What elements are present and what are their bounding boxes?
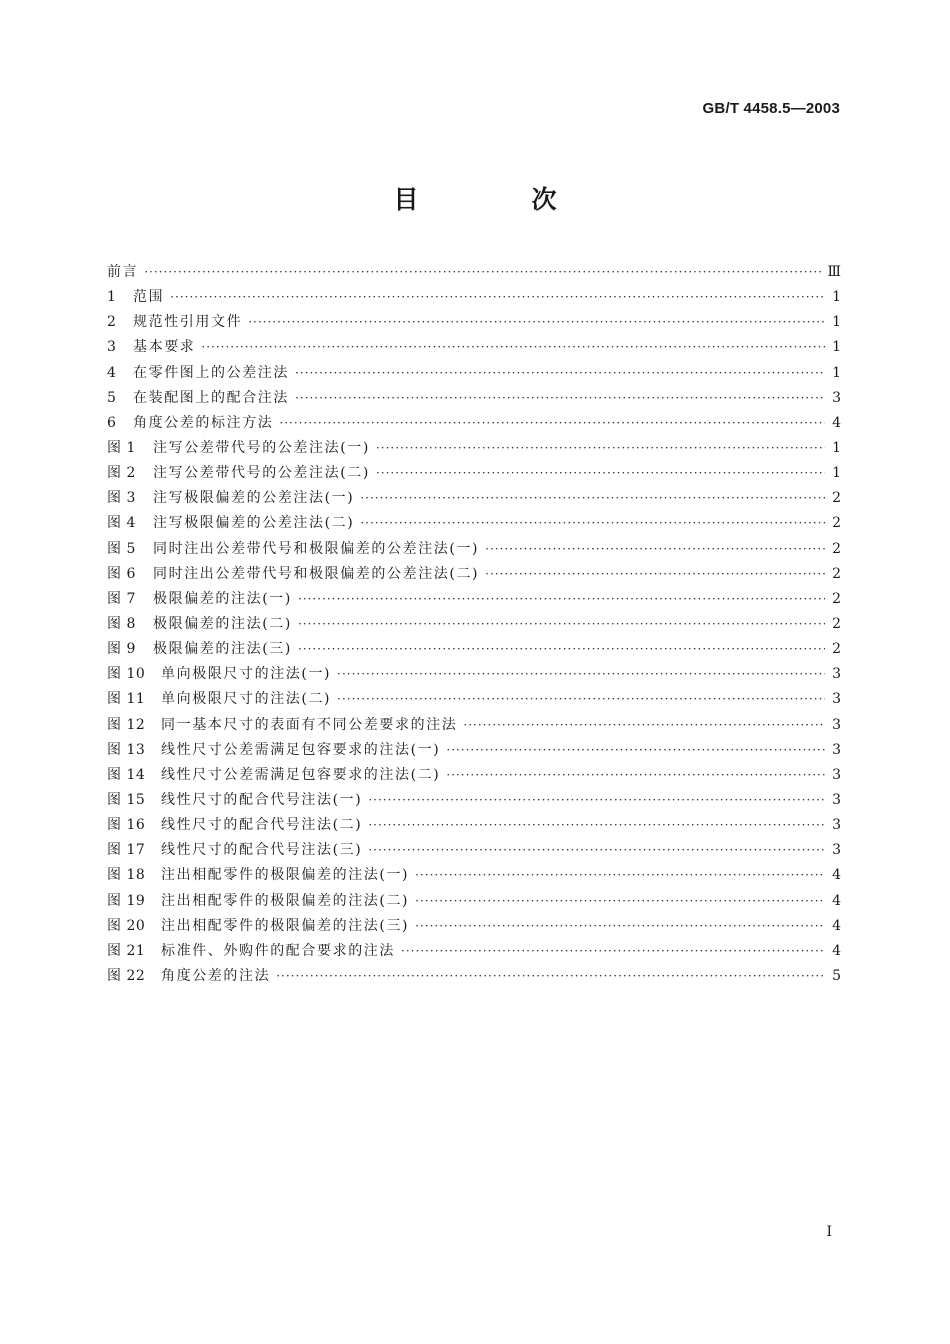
dot-leader [337, 687, 825, 712]
toc-entry-title: 线性尺寸的配合代号注法(三) [161, 842, 363, 859]
toc-entry-page: 5 [832, 967, 841, 984]
toc-entry-number: 2 [107, 314, 117, 331]
page-number: Ⅰ [826, 1224, 832, 1240]
toc-entry-title: 注写公差带代号的公差注法(一) [153, 439, 370, 456]
dot-leader [415, 889, 825, 914]
toc-entry-title: 注写公差带代号的公差注法(二) [153, 465, 370, 482]
toc-entry[interactable] [107, 889, 841, 914]
dot-leader [248, 310, 825, 335]
toc-entry-number: 图 12 [107, 716, 146, 733]
toc-entry-page: 3 [832, 691, 841, 708]
dot-leader [485, 562, 825, 587]
dot-leader [401, 939, 825, 964]
toc-entry-page: 1 [832, 314, 841, 331]
toc-entry[interactable] [107, 411, 841, 436]
toc-entry-page: 2 [832, 565, 841, 582]
toc-entry-page: 1 [832, 364, 841, 381]
toc-entry-title: 角度公差的标注方法 [133, 414, 274, 431]
toc-entry-title: 角度公差的注法 [161, 967, 271, 984]
toc-entry[interactable] [107, 537, 841, 562]
dot-leader [298, 587, 825, 612]
toc-entry-page: 3 [832, 842, 841, 859]
standard-code: GB/T 4458.5—2003 [702, 100, 840, 117]
toc-entry-title: 注出相配零件的极限偏差的注法(三) [161, 917, 410, 934]
toc-entry-number: 图 3 [107, 490, 136, 507]
toc-entry-number: 图 15 [107, 791, 146, 808]
toc-entry-title: 注写极限偏差的公差注法(一) [153, 490, 355, 507]
toc-entry-number: 图 21 [107, 942, 146, 959]
toc-entry-page: 1 [832, 339, 841, 356]
toc-entry[interactable] [107, 713, 841, 738]
toc-entry-page: 3 [832, 716, 841, 733]
toc-entry-title: 极限偏差的注法(三) [153, 641, 292, 658]
dot-leader [463, 713, 825, 738]
toc-entry-number: 图 5 [107, 540, 136, 557]
dot-leader [360, 511, 825, 536]
dot-leader [376, 461, 825, 486]
toc-entry-page: 4 [832, 917, 841, 934]
toc-entry-title: 极限偏差的注法(一) [153, 590, 292, 607]
toc-entry-title: 范围 [133, 289, 165, 306]
toc-entry[interactable] [107, 310, 841, 335]
toc-entry-title: 规范性引用文件 [133, 314, 243, 331]
table-of-contents [107, 260, 841, 989]
dot-leader [376, 436, 825, 461]
dot-leader [415, 914, 825, 939]
toc-entry-number: 图 1 [107, 439, 136, 456]
dot-leader [446, 763, 825, 788]
toc-entry-number: 图 6 [107, 565, 136, 582]
toc-entry-number: 5 [107, 389, 117, 406]
toc-entry[interactable] [107, 738, 841, 763]
toc-entry-title: 线性尺寸公差需满足包容要求的注法(二) [161, 766, 441, 783]
toc-entry-number: 图 2 [107, 465, 136, 482]
toc-entry-number: 图 20 [107, 917, 146, 934]
toc-entry-title: 注出相配零件的极限偏差的注法(一) [161, 867, 410, 884]
toc-entry[interactable] [107, 587, 841, 612]
toc-entry-number: 1 [107, 289, 117, 306]
toc-entry[interactable] [107, 260, 841, 285]
toc-entry[interactable] [107, 637, 841, 662]
toc-entry-number: 图 19 [107, 892, 146, 909]
toc-entry-number: 图 18 [107, 867, 146, 884]
toc-entry-number: 图 13 [107, 741, 146, 758]
toc-entry-number: 图 16 [107, 817, 146, 834]
toc-entry-page: 4 [832, 867, 841, 884]
toc-entry-number: 图 22 [107, 967, 146, 984]
toc-entry-page: 3 [832, 817, 841, 834]
toc-entry-page: 3 [832, 389, 841, 406]
toc-entry-number: 图 11 [107, 691, 146, 708]
toc-entry-page: 2 [832, 641, 841, 658]
toc-entry-title: 单向极限尺寸的注法(一) [161, 666, 332, 683]
toc-entry[interactable] [107, 285, 841, 310]
toc-entry-page: 2 [832, 540, 841, 557]
toc-entry-number: 图 14 [107, 766, 146, 783]
toc-entry-title: 在零件图上的公差注法 [133, 364, 289, 381]
toc-entry-number: 图 8 [107, 615, 136, 632]
toc-entry[interactable] [107, 486, 841, 511]
toc-entry[interactable] [107, 361, 841, 386]
toc-entry-number: 4 [107, 364, 117, 381]
toc-entry-title: 线性尺寸的配合代号注法(一) [161, 791, 363, 808]
toc-entry-page: 2 [832, 490, 841, 507]
toc-entry-title: 基本要求 [133, 339, 196, 356]
toc-entry-page: 2 [832, 515, 841, 532]
toc-entry-page: 3 [832, 791, 841, 808]
dot-leader [368, 788, 825, 813]
toc-entry[interactable] [107, 562, 841, 587]
toc-entry[interactable] [107, 612, 841, 637]
dot-leader [144, 260, 821, 285]
toc-entry[interactable] [107, 436, 841, 461]
toc-entry-title: 注出相配零件的极限偏差的注法(二) [161, 892, 410, 909]
dot-leader [446, 738, 825, 763]
toc-entry-number: 图 4 [107, 515, 136, 532]
toc-entry[interactable] [107, 461, 841, 486]
toc-entry[interactable] [107, 914, 841, 939]
toc-entry-page: 3 [832, 741, 841, 758]
dot-leader [295, 386, 825, 411]
dot-leader [276, 964, 825, 989]
toc-entry[interactable] [107, 788, 841, 813]
toc-entry[interactable] [107, 662, 841, 687]
toc-entry-title: 在装配图上的配合注法 [133, 389, 289, 406]
toc-entry-page: 4 [832, 892, 841, 909]
toc-entry[interactable] [107, 813, 841, 838]
toc-entry[interactable] [107, 386, 841, 411]
toc-entry-title: 线性尺寸的配合代号注法(二) [161, 817, 363, 834]
dot-leader [298, 612, 825, 637]
toc-entry[interactable] [107, 964, 841, 989]
toc-entry-title: 前言 [107, 264, 139, 280]
dot-leader [279, 411, 825, 436]
dot-leader [337, 662, 825, 687]
toc-entry-page: 3 [832, 766, 841, 783]
dot-leader [368, 813, 825, 838]
toc-entry-title: 同一基本尺寸的表面有不同公差要求的注法 [161, 716, 458, 733]
toc-entry-page: 4 [832, 414, 841, 431]
dot-leader [415, 863, 825, 888]
dot-leader [298, 637, 825, 662]
toc-entry-number: 图 10 [107, 666, 146, 683]
toc-entry-number: 图 7 [107, 590, 136, 607]
toc-entry[interactable] [107, 763, 841, 788]
dot-leader [368, 838, 825, 863]
toc-entry[interactable] [107, 838, 841, 863]
dot-leader [485, 537, 825, 562]
toc-entry-title: 注写极限偏差的公差注法(二) [153, 515, 355, 532]
toc-entry-number: 图 9 [107, 641, 136, 658]
toc-entry-title: 单向极限尺寸的注法(二) [161, 691, 332, 708]
toc-entry-page: 3 [832, 666, 841, 683]
dot-leader [201, 335, 825, 360]
toc-entry-page: 4 [832, 942, 841, 959]
dot-leader [170, 285, 825, 310]
dot-leader [295, 361, 825, 386]
toc-entry[interactable] [107, 335, 841, 360]
toc-entry-number: 3 [107, 339, 117, 356]
toc-entry[interactable] [107, 939, 841, 964]
page-title: 目 次 [393, 185, 601, 214]
toc-entry-number: 图 17 [107, 842, 146, 859]
toc-entry[interactable] [107, 863, 841, 888]
toc-entry-number: 6 [107, 414, 117, 431]
toc-entry-page: Ⅲ [827, 264, 841, 280]
toc-entry-title: 同时注出公差带代号和极限偏差的公差注法(一) [153, 540, 480, 557]
toc-entry[interactable] [107, 687, 841, 712]
toc-entry-page: 1 [832, 439, 841, 456]
toc-entry-page: 1 [832, 289, 841, 306]
toc-entry-title: 极限偏差的注法(二) [153, 615, 292, 632]
dot-leader [360, 486, 825, 511]
toc-entry-page: 2 [832, 590, 841, 607]
toc-entry-title: 同时注出公差带代号和极限偏差的公差注法(二) [153, 565, 480, 582]
toc-entry-title: 标准件、外购件的配合要求的注法 [161, 942, 395, 959]
toc-entry-page: 1 [832, 465, 841, 482]
toc-entry[interactable] [107, 511, 841, 536]
toc-entry-page: 2 [832, 615, 841, 632]
toc-entry-title: 线性尺寸公差需满足包容要求的注法(一) [161, 741, 441, 758]
